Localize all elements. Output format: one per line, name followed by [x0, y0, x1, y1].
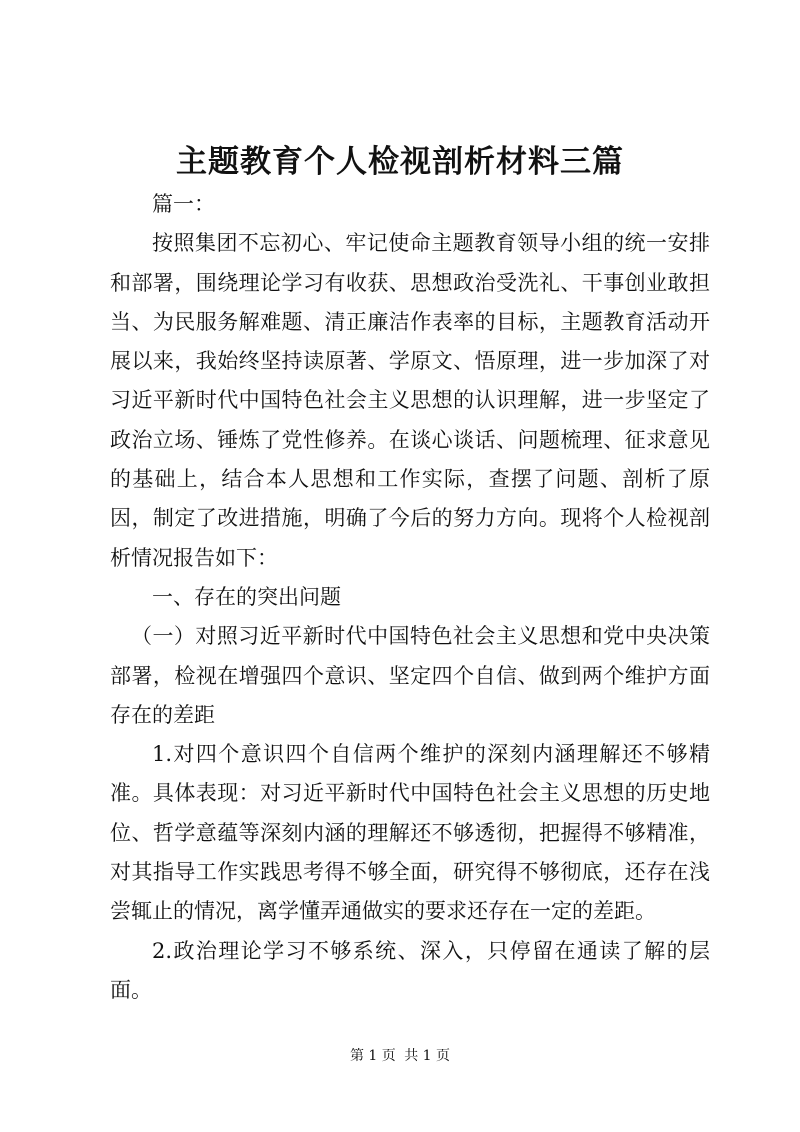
intro-paragraph: 按照集团不忘初心、牢记使命主题教育领导小组的统一安排和部署，围绕理论学习有收获、思想政治受洗礼、干事创业敢担当、为民服务解难题、清正廉洁作表率的目标，主题教育活动开展以来，我始终坚持读原著、学原文、悟原理，进一步加深了对习近平新时代中国特色社会主义思想的认识理解，进一步坚定了政治立场、锤炼了党性修养。在谈心谈话、问题梳理、征求意见的基础上，结合本人思想和工作实际，查摆了问题、剖析了原因，制定了改进措施，明确了今后的努力方向。现将个人检视剖析情况报告如下： — [110, 231, 710, 570]
page-total: 共 1 页 — [404, 1048, 451, 1064]
point-paragraph-2: 2.政治理论学习不够系统、深入，只停留在通读了解的层面。 — [110, 938, 710, 1002]
section-label: 篇一： — [152, 192, 215, 216]
point-paragraph-1: 1.对四个意识四个自信两个维护的深刻内涵理解还不够精准。具体表现：对习近平新时代中国特色社会主义思想的历史地位、哲学意蕴等深刻内涵的理解还不够透彻，把握得不够精准，对其指导工作实践思考得不够全面，研究得不够彻底，还存在浅尝辄止的情况，离学懂弄通做实的要求还存在一定的差距。 — [110, 742, 710, 924]
document-body — [110, 185, 710, 1010]
page-number: 第 1 页 — [349, 1048, 396, 1064]
document-title: 主题教育个人检视剖析材料三篇 — [176, 144, 624, 180]
subsection-heading: （一）对照习近平新时代中国特色社会主义思想和党中央决策部署，检视在增强四个意识、坚定四个自信、做到两个维护方面存在的差距 — [110, 624, 710, 727]
page-footer — [0, 1046, 800, 1066]
section-heading: 一、存在的突出问题 — [152, 584, 341, 609]
